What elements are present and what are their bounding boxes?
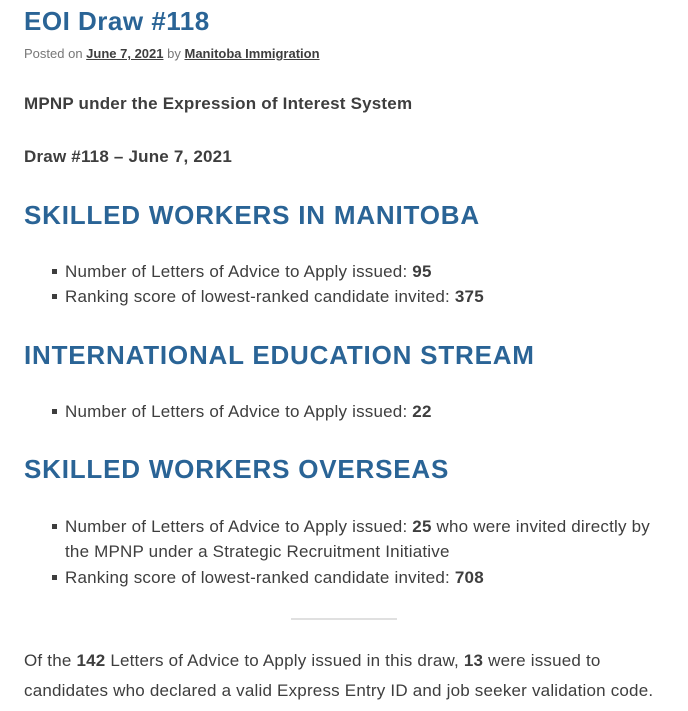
section-heading-skilled-workers-manitoba: SKILLED WORKERS IN MANITOBA <box>24 199 480 230</box>
post-meta <box>24 45 664 63</box>
post-date-link[interactable]: June 7, 2021 <box>86 46 164 62</box>
list-item <box>52 514 664 565</box>
stat-list-skilled-workers-overseas <box>24 514 664 591</box>
item-suffix: who were invited directly by the MPNP under a Strategic Recruitment Initiative <box>65 516 651 562</box>
list-item <box>52 399 664 425</box>
section-heading-international-education-stream: INTERNATIONAL EDUCATION STREAM <box>24 339 535 370</box>
item-value: 25 <box>412 516 432 536</box>
summary-text: were issued to candidates who declared a valid Express Entry ID and job seeker validation code. <box>24 651 654 701</box>
summary-paragraph <box>24 646 664 706</box>
item-prefix: Number of Letters of Advice to Apply issued: <box>65 401 413 421</box>
express-entry-count-value: 13 <box>463 651 484 671</box>
summary-text: Letters of Advice to Apply issued in this draw, <box>105 651 464 671</box>
total-loaa-value: 142 <box>76 651 106 671</box>
section-heading-skilled-workers-overseas: SKILLED WORKERS OVERSEAS <box>24 454 450 485</box>
item-prefix: Ranking score of lowest-ranked candidate invited: <box>65 287 455 307</box>
intro-line-draw-date: Draw #118 – June 7, 2021 <box>24 147 232 167</box>
posted-on-label: Posted on <box>24 46 83 62</box>
divider <box>291 618 397 620</box>
item-prefix: Ranking score of lowest-ranked candidate invited: <box>65 567 455 587</box>
list-item <box>52 284 664 310</box>
item-value: 375 <box>454 287 484 307</box>
post-author-link[interactable]: Manitoba Immigration <box>184 46 320 62</box>
by-label: by <box>167 46 181 62</box>
item-value: 22 <box>412 401 432 421</box>
stat-list-international-education-stream <box>24 399 664 425</box>
summary-text: Of the <box>24 651 77 671</box>
list-item <box>52 565 664 591</box>
intro-line-system: MPNP under the Expression of Interest System <box>24 94 413 114</box>
item-prefix: Number of Letters of Advice to Apply issued: <box>65 261 413 281</box>
item-value: 95 <box>412 261 432 281</box>
item-prefix: Number of Letters of Advice to Apply issued: <box>65 516 413 536</box>
item-value: 708 <box>454 567 484 587</box>
page-title: EOI Draw #118 <box>24 6 210 36</box>
list-item <box>52 259 664 285</box>
stat-list-skilled-workers-manitoba <box>24 259 664 310</box>
